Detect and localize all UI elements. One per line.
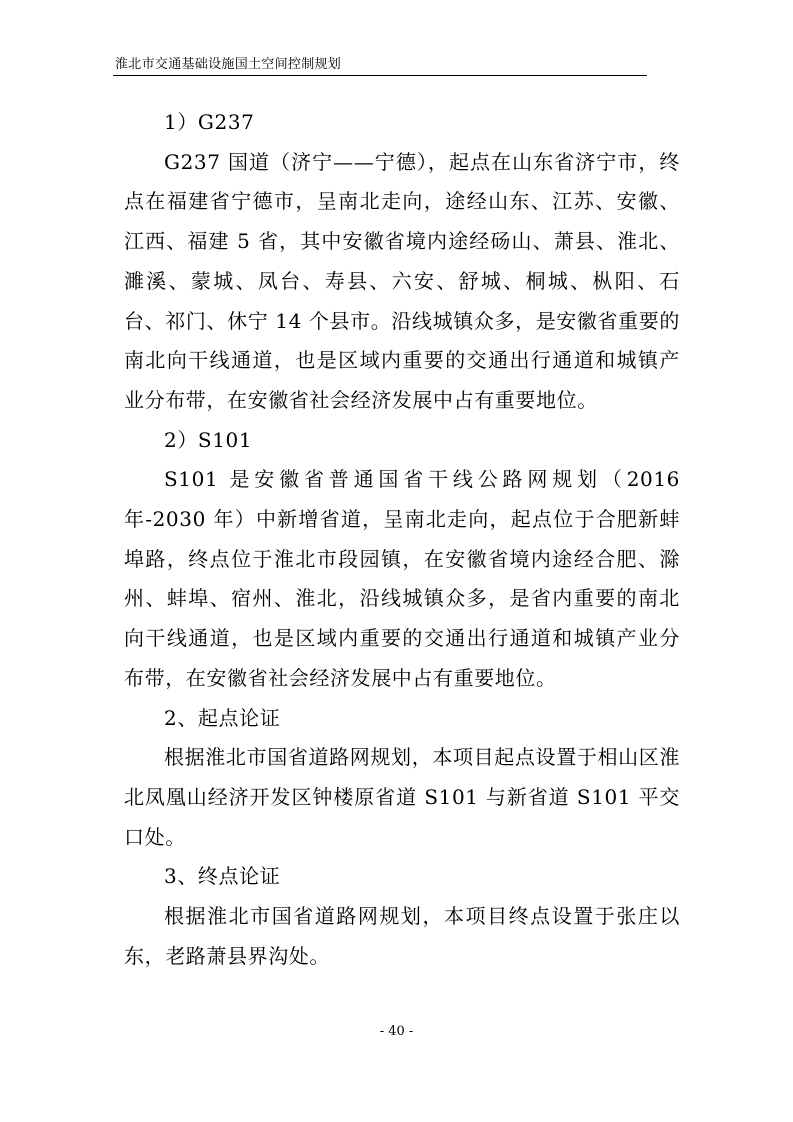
header-divider	[113, 75, 647, 76]
paragraph-start-point: 根据淮北市国省道路网规划，本项目起点设置于相山区淮北凤凰山经济开发区钟楼原省道 S101 与新省道 S101 平交口处。	[124, 745, 680, 849]
paragraph-end-point: 根据淮北市国省道路网规划，本项目终点设置于张庄以东，老路萧县界沟处。	[124, 904, 680, 968]
heading-start-point: 2、起点论证	[164, 705, 281, 730]
paragraph-g237-description: G237 国道（济宁——宁德），起点在山东省济宁市，终点在福建省宁德市，呈南北走向，途经山东、江苏、安徽、江西、福建 5 省，其中安徽省境内途经砀山、萧县、淮北、濉溪、蒙城、凤台、寿县、六安、舒城、桐城、枞阳、石台、祁门、休宁 14 个县市。沿线城镇众多，是安徽省重要的南北向干线通道，也是区域内重要的交通出行通道和城镇产业分布带，在安徽省社会经济发展中占有重要地位。	[124, 149, 680, 412]
page-number: - 40 -	[379, 1024, 414, 1039]
running-header: 淮北市交通基础设施国土空间控制规划	[115, 57, 342, 72]
heading-end-point: 3、终点论证	[164, 864, 281, 889]
document-body	[124, 103, 680, 976]
heading-g237: 1）G237	[164, 110, 255, 134]
heading-s101: 2）S101	[164, 427, 253, 452]
paragraph-s101-description: S101 是安徽省普通国省干线公路网规划（2016 年-2030 年）中新增省道，呈南北走向，起点位于合肥新蚌埠路，终点位于淮北市段园镇，在安徽省境内途经合肥、滁州、蚌埠、宿州、淮北，沿线城镇众多，是省内重要的南北向干线通道，也是区域内重要的交通出行通道和城镇产业分布带，在安徽省社会经济发展中占有重要地位。	[124, 467, 680, 690]
